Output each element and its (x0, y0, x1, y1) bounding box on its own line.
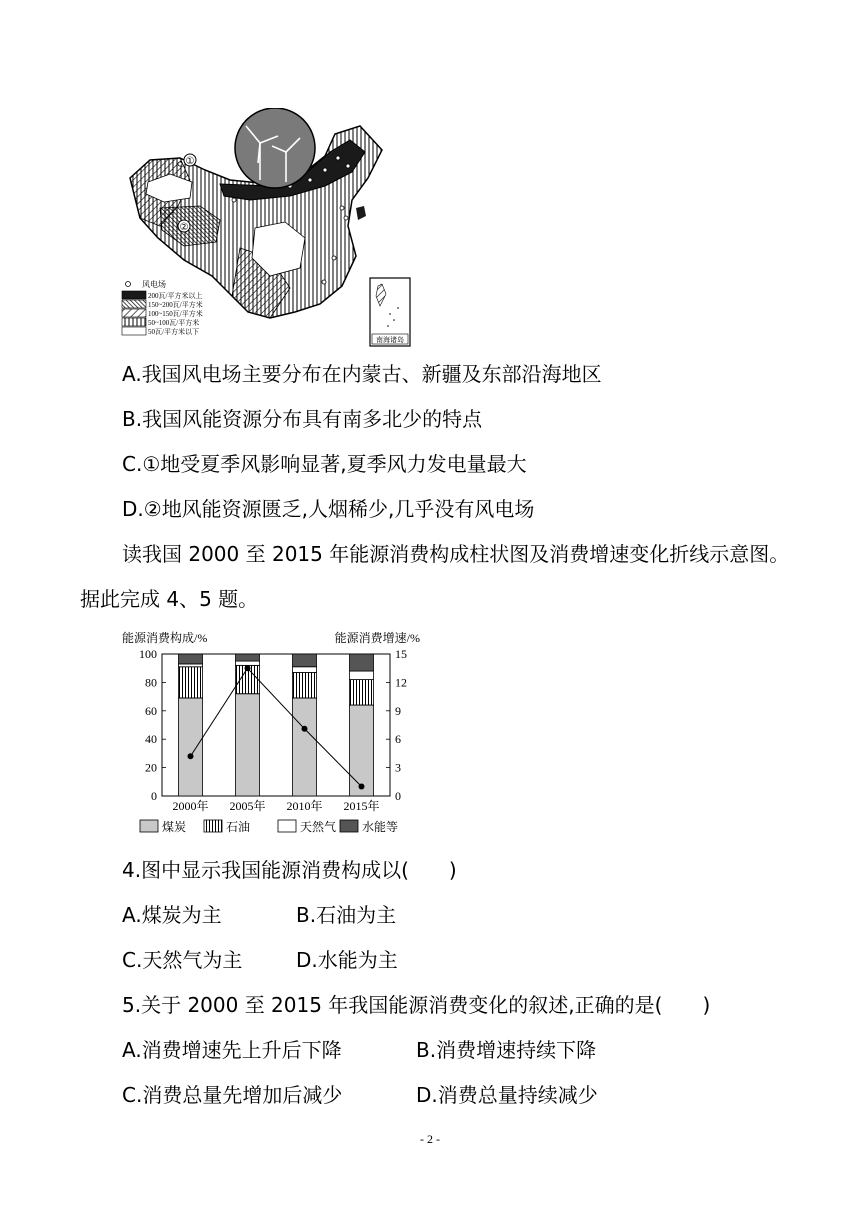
bar-4-3 (293, 654, 317, 667)
x-category-2: 2005年 (229, 799, 266, 813)
ytick-left-3: 60 (145, 703, 157, 718)
bar-1-4 (350, 705, 374, 796)
page-number: - 2 - (420, 1132, 440, 1146)
inset-label: 南海诸岛 (376, 336, 404, 344)
ytick-right-2: 6 (395, 732, 401, 747)
intro-line-1: 读我国 2000 至 2015 年能源消费构成柱状图及消费增速变化折线示意图。 (122, 542, 790, 566)
growth-rate-point-2 (245, 665, 251, 671)
legend-100-150: 100~150瓦/平方米 (148, 310, 203, 318)
bar-2-3 (293, 672, 317, 698)
x-category-1: 2000年 (172, 799, 209, 813)
legend-label-2: 石油 (226, 820, 251, 834)
legend-label-3: 天然气 (300, 820, 337, 834)
ytick-left-1: 20 (145, 760, 157, 775)
energy-consumption-chart (118, 628, 430, 840)
ytick-left-4: 80 (145, 675, 157, 690)
q5-stem: 5.关于 2000 至 2015 年我国能源消费变化的叙述,正确的是( ) (122, 993, 711, 1017)
legend-swatch-4 (340, 820, 358, 832)
q4-option-d: D.水能为主 (296, 948, 398, 972)
q4-stem: 4.图中显示我国能源消费构成以( ) (122, 858, 457, 882)
ytick-right-1: 3 (395, 760, 401, 775)
x-category-4: 2015年 (343, 799, 380, 813)
growth-rate-point-3 (302, 726, 308, 732)
bar-1-3 (293, 698, 317, 796)
ytick-right-3: 9 (395, 703, 401, 718)
legend-200: 200瓦/平方米以上 (148, 292, 203, 300)
bar-2-1 (179, 667, 203, 698)
legend-label-4: 水能等 (362, 820, 399, 834)
bar-4-1 (179, 654, 203, 664)
q5-option-b: B.消费增速持续下降 (416, 1038, 597, 1062)
legend-swatch-3 (278, 820, 296, 832)
chart-ylabel-right: 能源消费增速/% (334, 631, 420, 645)
legend-below-50: 50瓦/平方米以下 (148, 328, 199, 336)
growth-rate-point-4 (359, 784, 365, 790)
legend-150-200: 150~200瓦/平方米 (148, 301, 203, 309)
q3-option-c: C.①地受夏季风影响显著,夏季风力发电量最大 (122, 452, 527, 476)
legend-swatch-2 (204, 820, 222, 832)
legend-50-100: 50~100瓦/平方米 (148, 319, 200, 327)
q3-option-a: A.我国风电场主要分布在内蒙古、新疆及东部沿海地区 (122, 362, 602, 386)
q5-option-c: C.消费总量先增加后减少 (122, 1083, 343, 1107)
wind-energy-map (120, 108, 420, 348)
bar-3-2 (236, 661, 260, 665)
bar-3-3 (293, 667, 317, 673)
bar-4-4 (350, 654, 374, 671)
bar-3-4 (350, 671, 374, 680)
q4-option-c: C.天然气为主 (122, 948, 243, 972)
bar-4-2 (236, 654, 260, 661)
chart-ylabel-left: 能源消费构成/% (122, 631, 208, 645)
bar-1-2 (236, 694, 260, 796)
map-marker-2: ② (179, 222, 189, 233)
growth-rate-point-1 (188, 753, 194, 759)
q4-option-a: A.煤炭为主 (122, 903, 222, 927)
bar-1-1 (179, 698, 203, 796)
ytick-right-4: 12 (395, 675, 407, 690)
q4-option-b: B.石油为主 (296, 903, 397, 927)
ytick-right-0: 0 (395, 789, 401, 803)
legend-swatch-1 (140, 820, 158, 832)
q3-option-b: B.我国风能资源分布具有南多北少的特点 (122, 407, 483, 431)
legend-wind-farm: 风电场 (142, 280, 166, 289)
q5-option-a: A.消费增速先上升后下降 (122, 1038, 342, 1062)
intro-line-2: 据此完成 4、5 题。 (80, 587, 259, 611)
ytick-left-5: 100 (139, 647, 157, 661)
x-category-3: 2010年 (286, 799, 323, 813)
bar-3-1 (179, 664, 203, 667)
ytick-right-5: 15 (395, 647, 407, 661)
ytick-left-0: 0 (151, 789, 157, 803)
bar-2-4 (350, 680, 374, 706)
q3-option-d: D.②地风能资源匮乏,人烟稀少,几乎没有风电场 (122, 497, 535, 521)
q5-option-d: D.消费总量持续减少 (416, 1083, 598, 1107)
map-legend (122, 279, 203, 336)
map-marker-1: ① (185, 156, 195, 167)
ytick-left-2: 40 (145, 732, 157, 747)
legend-label-1: 煤炭 (162, 820, 187, 834)
